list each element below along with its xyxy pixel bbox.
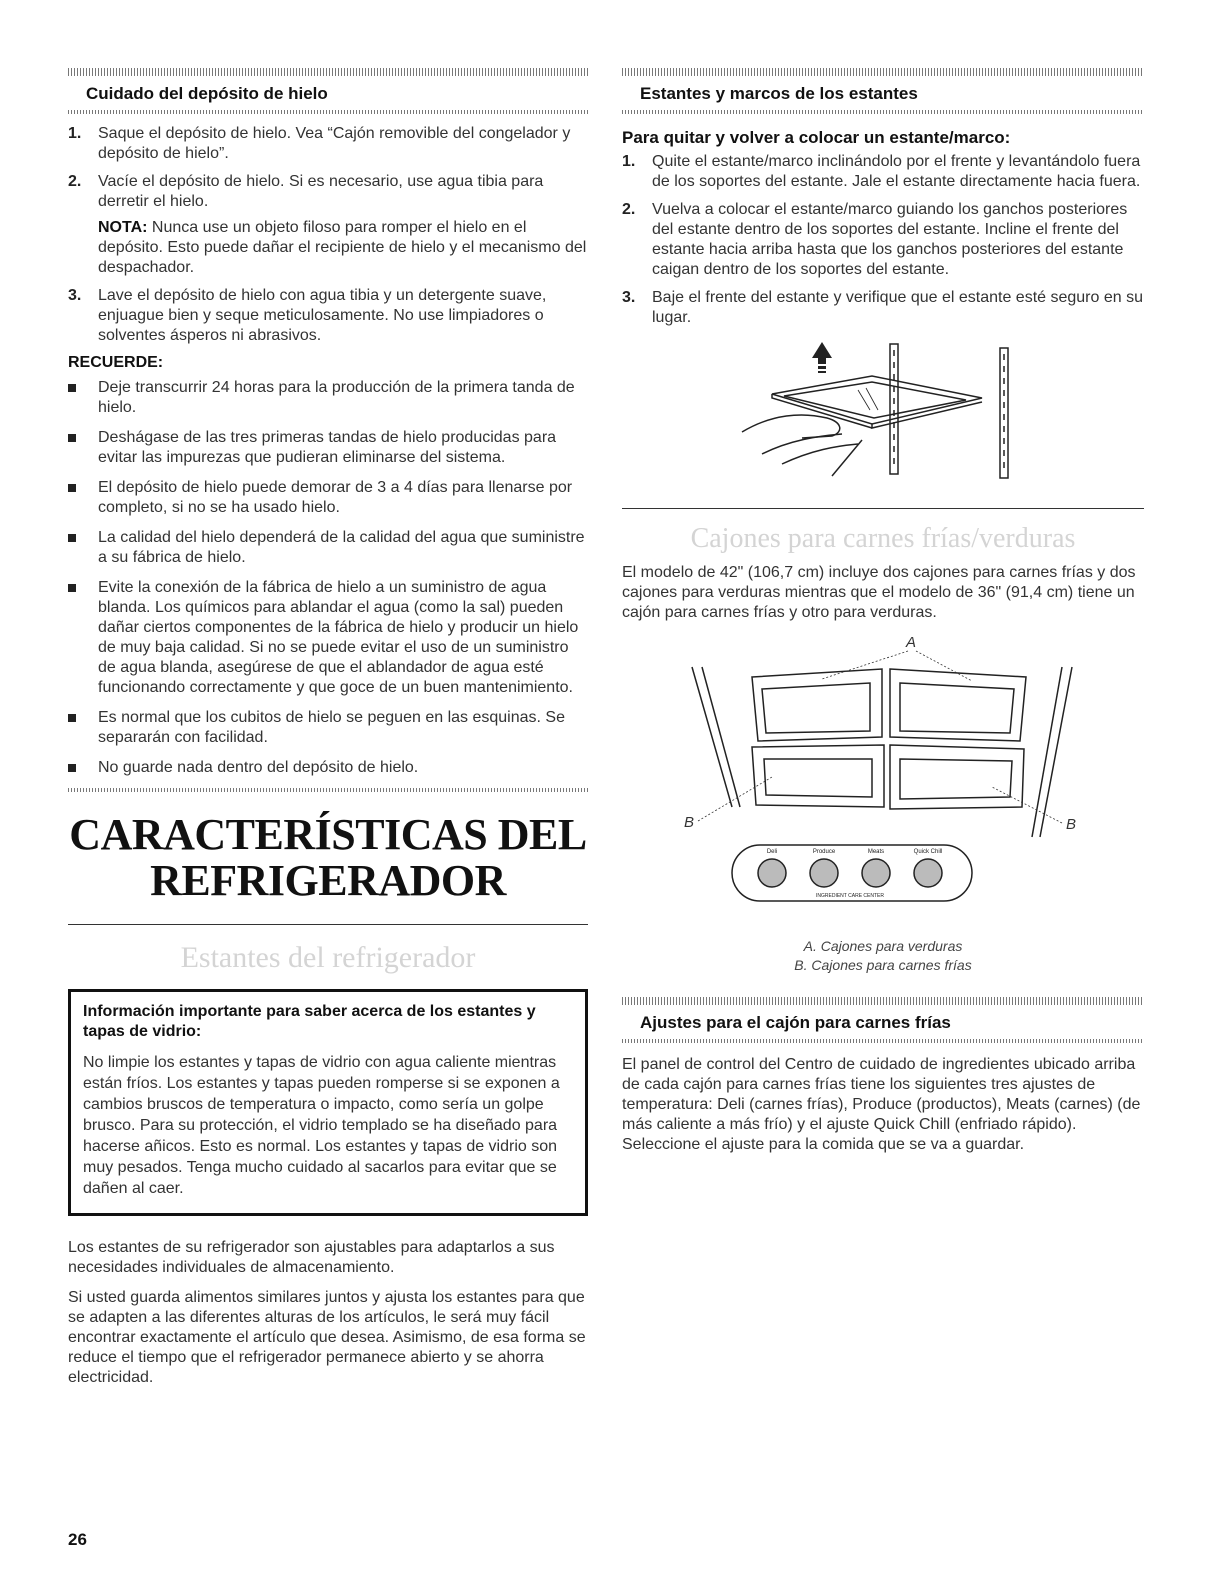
- list-item: Es normal que los cubitos de hielo se peguen en las esquinas. Se separarán con facilidad.: [68, 708, 588, 748]
- list-item: No guarde nada dentro del depósito de hielo.: [68, 758, 588, 778]
- shelf-steps: [622, 152, 1144, 328]
- step-text: Vacíe el depósito de hielo. Si es necesario, use agua tibia para derretir el hielo.: [98, 173, 544, 210]
- section-rule: [622, 508, 1144, 509]
- step-number: 2.: [622, 201, 636, 218]
- info-box-title: Información importante para saber acerca de los estantes y tapas de vidrio:: [83, 1003, 536, 1040]
- figure-caption: [622, 937, 1144, 975]
- step-number: 1.: [68, 125, 82, 142]
- section-divider: [622, 1039, 1144, 1043]
- produce-dial-icon: [810, 859, 838, 887]
- ice-bin-steps: [68, 124, 588, 346]
- title-rule: [68, 924, 588, 925]
- step-item: [68, 286, 588, 346]
- main-title: [68, 812, 588, 904]
- step-number: 2.: [68, 173, 82, 190]
- meat-drawer-heading: Ajustes para el cajón para carnes frías: [640, 1013, 951, 1032]
- note: [98, 218, 588, 278]
- list-item: Deje transcurrir 24 horas para la producción de la primera tanda de hielo.: [68, 378, 588, 418]
- right-column: [622, 68, 1144, 1155]
- panel-label: Quick Chill: [913, 849, 943, 855]
- step-text: Vuelva a colocar el estante/marco guiando los ganchos posteriores del estante dentro de los soportes del estante. Incline el frente del estante hacia arriba hasta que los ganchos posteriores del estante caigan dentro de los soportes del estante.: [652, 201, 1128, 278]
- step-item: [622, 288, 1144, 328]
- panel-label: Deli: [766, 849, 778, 855]
- paragraph: Si usted guarda alimentos similares juntos y ajusta los estantes para que se adapten a las diferentes alturas de los artículos, le será muy fácil encontrar exactamente el artículo que desea. Asimismo, de esa forma se reduce el tiempo que el refrigerador permanece abierto y se ahorra electricidad.: [68, 1289, 586, 1386]
- label-b-right: B: [1066, 816, 1077, 833]
- page-number: 26: [68, 1530, 87, 1549]
- quick-chill-dial-icon: [914, 859, 942, 887]
- info-box-text: No limpie los estantes y tapas de vidrio con agua caliente mientras están fríos. Los estantes y tapas pueden romperse si se exponen a cambios bruscos de temperatura o impacto, como sería un golpe brusco. Para su protección, el vidrio templado se ha diseñado para hacerse añicos. Esto es normal. Los estantes y tapas de vidrio son muy pesados. Tenga mucho cuidado al sacarlos para evitar que se dañen al caer.: [83, 1054, 560, 1197]
- panel-footer: INGREDIENT CARE CENTER: [816, 893, 884, 899]
- step-text: Saque el depósito de hielo. Vea “Cajón removible del congelador y depósito de hielo”.: [98, 125, 571, 162]
- note-text: Nunca use un objeto filoso para romper el hielo en el depósito. Esto puede dañar el recipiente de hielo y el mecanismo del despachador.: [98, 219, 587, 276]
- caption-b: B. Cajones para carnes frías: [794, 957, 972, 973]
- remember-list: [68, 378, 588, 778]
- main-title-line2: REFRIGERADOR: [150, 856, 506, 905]
- shelf-illustration-svg: [622, 336, 1144, 486]
- drawers-illustration: [622, 637, 1144, 927]
- step-text: Lave el depósito de hielo con agua tibia y un detergente suave, enjuague bien y seque meticulosamente. No use limpiadores o solventes ásperos ni abrasivos.: [98, 287, 547, 344]
- section-divider: [68, 110, 588, 114]
- important-info-box: [68, 989, 588, 1216]
- meat-drawer-text: El panel de control del Centro de cuidado de ingredientes ubicado arriba de cada cajón para carnes frías tiene los siguientes tres ajustes de temperatura: Deli (carnes frías), Produce (productos), Meats (carnes) (de más caliente a más frío) y el ajuste Quick Chill (enfriado rápido). Seleccione el ajuste para la comida que se va a guardar.: [622, 1056, 1141, 1153]
- step-item: [68, 124, 588, 164]
- drawers-illustration-svg: [622, 637, 1144, 927]
- step-item: [622, 200, 1144, 280]
- deli-dial-icon: [758, 859, 786, 887]
- shelf-removal-illustration: [622, 336, 1144, 486]
- label-b-left: B: [684, 814, 695, 831]
- paragraph: Los estantes de su refrigerador son ajustables para adaptarlos a sus necesidades individuales de almacenamiento.: [68, 1239, 555, 1276]
- step-text: Quite el estante/marco inclinándolo por el frente y levantándolo fuera de los soportes del estante. Jale el estante directamente hacia fuera.: [652, 153, 1141, 190]
- step-number: 3.: [622, 289, 636, 306]
- left-column: [68, 68, 588, 1388]
- section-divider: [68, 68, 588, 76]
- step-item: [622, 152, 1144, 192]
- step-number: 1.: [622, 153, 636, 170]
- list-item: Evite la conexión de la fábrica de hielo a un suministro de agua blanda. Los químicos para ablandar el agua (como la sal) pueden dañar ciertos componentes de la fábrica de hielo y producir un hielo de muy baja calidad. Si no se puede evitar el uso de un suministro de agua blanda, asegúrese de que el ablandador de agua esté funcionando correctamente y que goce de un buen mantenimiento.: [68, 578, 588, 698]
- panel-label: Meats: [867, 849, 885, 855]
- remember-label: RECUERDE:: [68, 354, 164, 371]
- ice-bin-heading: Cuidado del depósito de hielo: [86, 84, 328, 103]
- main-title-line1: CARACTERÍSTICAS DEL: [69, 810, 587, 859]
- section-divider: [622, 997, 1144, 1005]
- list-item: La calidad del hielo dependerá de la calidad del agua que suministre a su fábrica de hielo.: [68, 528, 588, 568]
- section-divider: [622, 68, 1144, 76]
- caption-a: A. Cajones para verduras: [803, 938, 963, 954]
- step-number: 3.: [68, 287, 82, 304]
- shelves-frames-heading: Estantes y marcos de los estantes: [640, 84, 918, 103]
- drawers-heading: Cajones para carnes frías/verduras: [690, 523, 1076, 554]
- label-a: A: [906, 637, 917, 651]
- list-item: El depósito de hielo puede demorar de 3 a 4 días para llenarse por completo, si no se ha usado hielo.: [68, 478, 588, 518]
- shelves-heading: Estantes del refrigerador: [180, 941, 476, 974]
- drawers-text: El modelo de 42" (106,7 cm) incluye dos cajones para carnes frías y dos cajones para verduras mientras que el modelo de 36" (91,4 cm) tiene un cajón para carnes frías y otro para verduras.: [622, 564, 1136, 621]
- panel-label: Produce: [812, 849, 836, 855]
- step-text: Baje el frente del estante y verifique que el estante esté seguro en su lugar.: [652, 289, 1143, 326]
- remove-shelf-subheading: Para quitar y volver a colocar un estante/marco:: [622, 128, 1011, 147]
- list-item: Deshágase de las tres primeras tandas de hielo producidas para evitar las impurezas que pudieran eliminarse del sistema.: [68, 428, 588, 468]
- step-item: [68, 172, 588, 278]
- section-divider: [68, 788, 588, 792]
- note-label: NOTA:: [98, 219, 148, 236]
- meats-dial-icon: [862, 859, 890, 887]
- up-arrow-icon: [812, 342, 832, 373]
